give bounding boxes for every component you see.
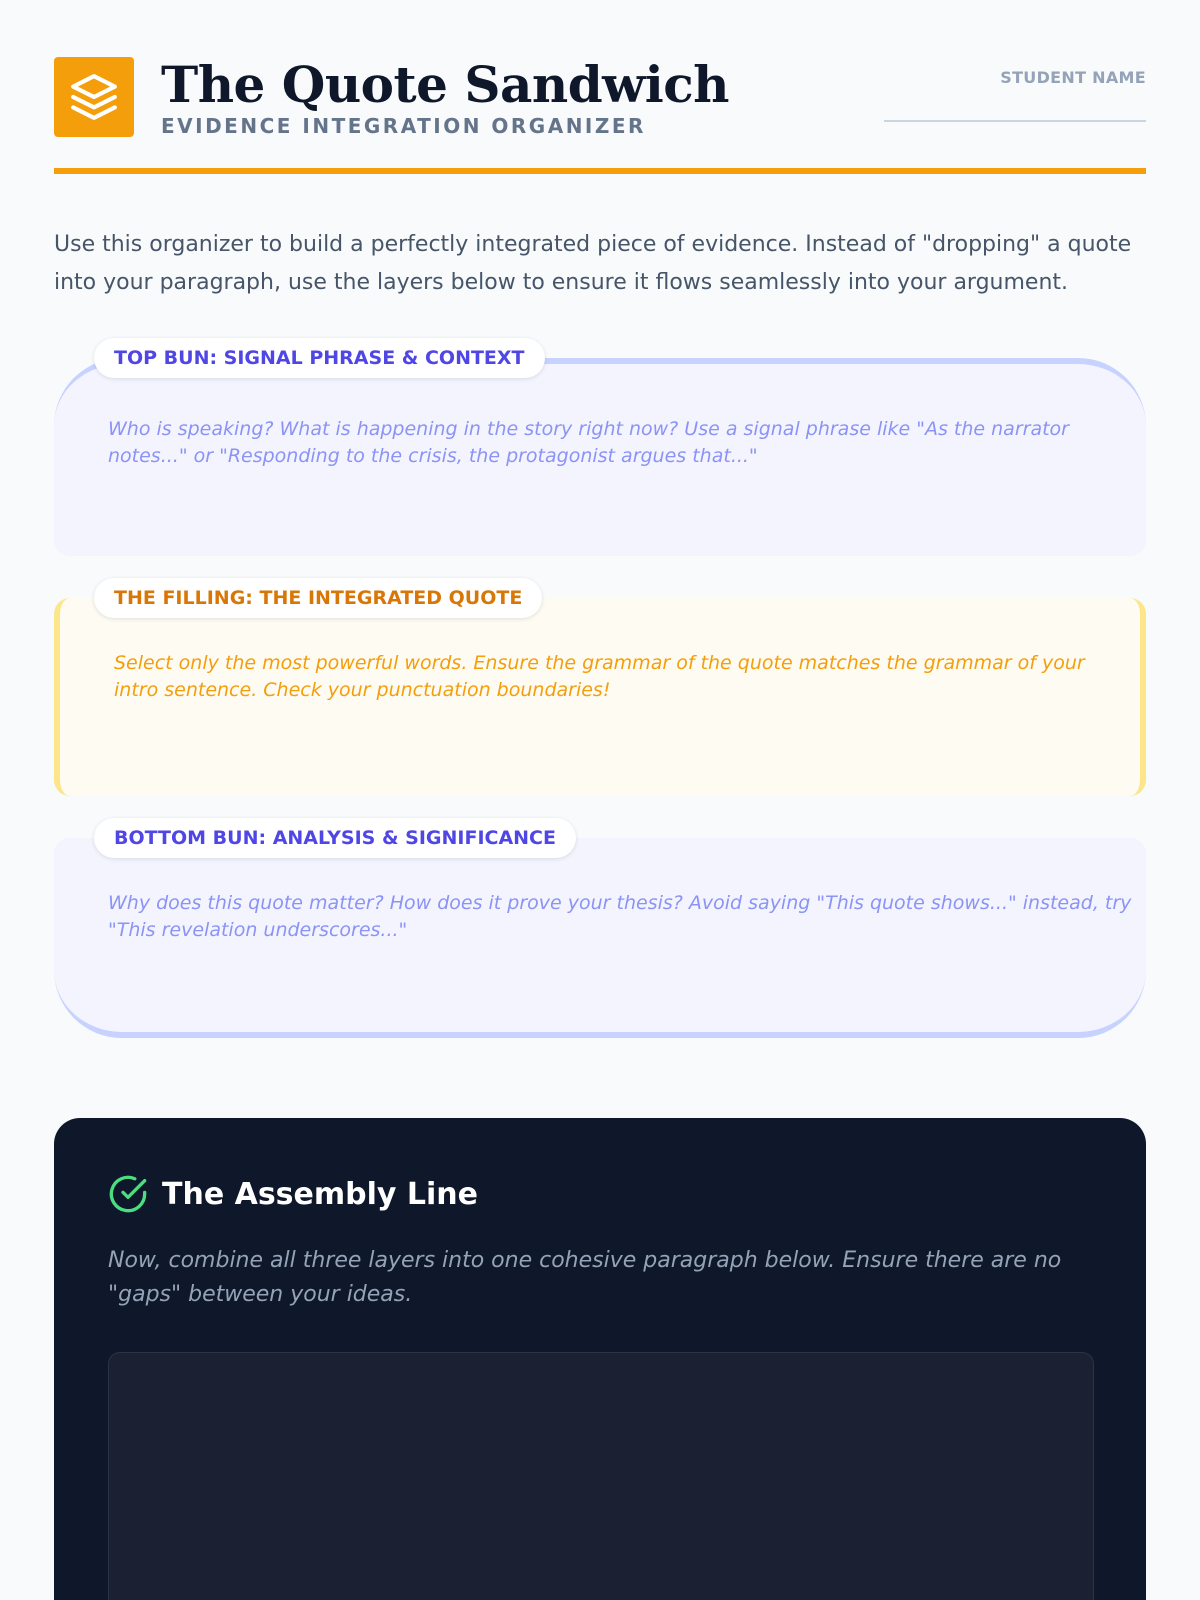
logo [54,57,134,137]
assembly-panel [54,1118,1146,1600]
bottom-bun-section[interactable] [54,827,1146,1038]
student-name-label: STUDENT NAME [1000,68,1146,87]
bottom-bun-label: BOTTOM BUN: ANALYSIS & SIGNIFICANCE [94,818,576,858]
check-circle-icon [108,1174,148,1214]
bottom-bun-placeholder[interactable]: Why does this quote matter? How does it prove your thesis? Avoid saying "This quote shows..." instead, try "This revelation underscores..." [108,892,1132,941]
student-name-field[interactable] [884,68,1146,122]
filling-placeholder[interactable]: Select only the most powerful words. Ensure the grammar of the quote matches the grammar of your intro sentence. Check your punctuation boundaries! [114,652,1085,701]
header [54,0,1146,174]
intro-text: Use this organizer to build a perfectly integrated piece of evidence. Instead of "dropping" a quote into your paragraph, use the layers below to ensure it flows seamlessly into your argument. [54,232,1132,295]
page-subtitle: EVIDENCE INTEGRATION ORGANIZER [161,114,646,138]
assembly-description: Now, combine all three layers into one cohesive paragraph below. Ensure there are no "gaps" between your ideas. [108,1248,1062,1307]
student-name-input-line[interactable] [884,120,1146,122]
stacked-layers-icon [69,72,119,122]
page-title: The Quote Sandwich [161,55,730,114]
assembly-paragraph-input[interactable] [108,1352,1094,1600]
top-bun-label: TOP BUN: SIGNAL PHRASE & CONTEXT [94,338,545,378]
filling-label: THE FILLING: THE INTEGRATED QUOTE [94,578,542,618]
top-bun-placeholder[interactable]: Who is speaking? What is happening in the story right now? Use a signal phrase like "As the narrator notes..." or "Responding to the crisis, the protagonist argues that..." [108,418,1069,467]
top-bun-section[interactable] [54,347,1146,556]
filling-section[interactable] [54,587,1146,796]
assembly-header [108,1174,478,1214]
assembly-title: The Assembly Line [162,1176,479,1212]
